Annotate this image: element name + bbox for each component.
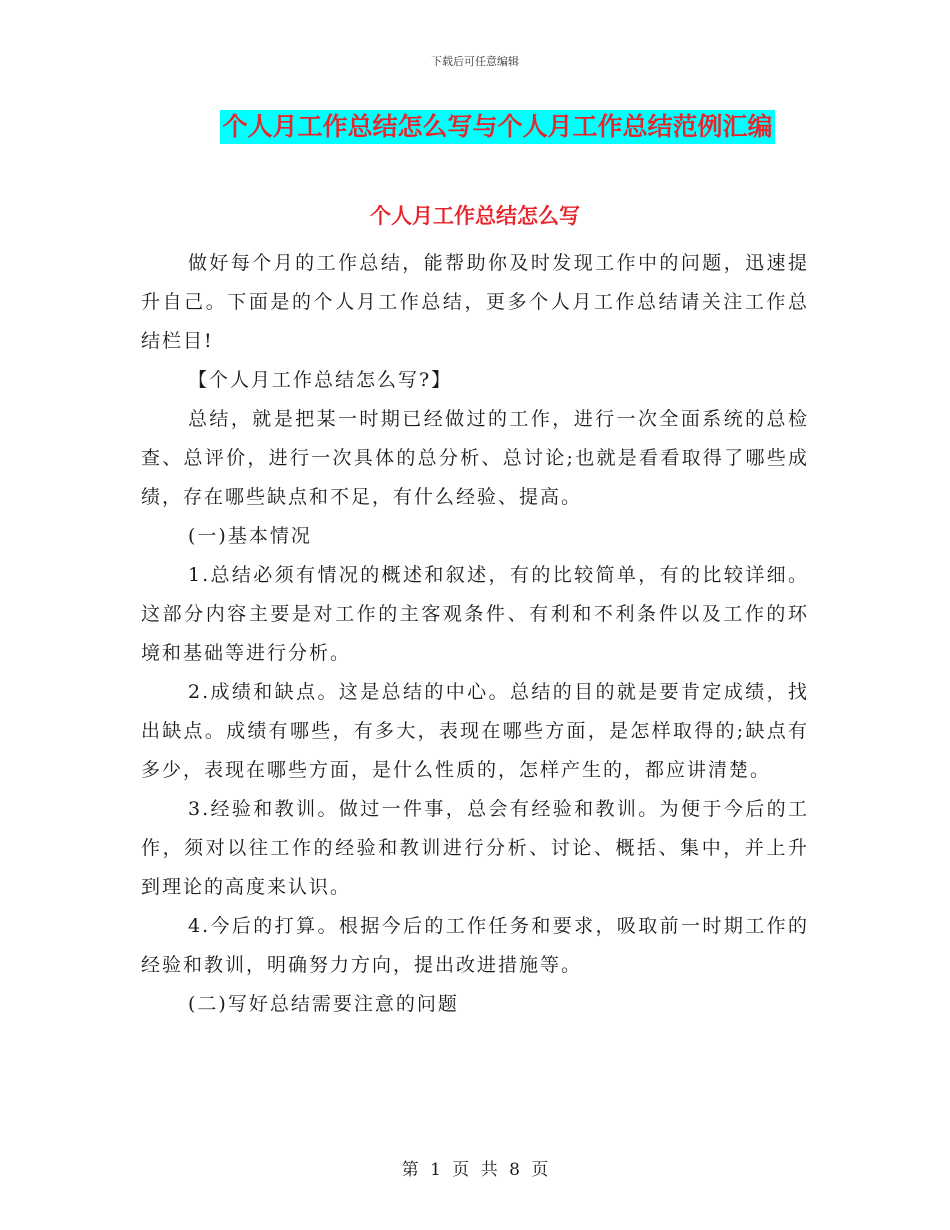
paragraph: (一)基本情况 [188,525,312,547]
page-number-footer: 第 1 页 共 8 页 [401,1160,549,1180]
paragraph: 3.经验和教训。做过一件事，总会有经验和教训。为便于今后的工作，须对以往工作的经验和教训进行分析、讨论、概括、集中，并上升到理论的高度来认识。 [141,798,809,898]
paragraph: 1.总结必须有情况的概述和叙述，有的比较简单，有的比较详细。这部分内容主要是对工作的主客观条件、有利和不利条件以及工作的环境和基础等进行分析。 [141,564,809,664]
page-header-note: 下载后可任意编辑 [431,55,519,68]
paragraph: 总结，就是把某一时期已经做过的工作，进行一次全面系统的总检查、总评价，进行一次具体的总分析、总讨论;也就是看看取得了哪些成绩，存在哪些缺点和不足，有什么经验、提高。 [141,408,809,508]
paragraph: 做好每个月的工作总结，能帮助你及时发现工作中的问题，迅速提升自己。下面是的个人月工作总结，更多个人月工作总结请关注工作总结栏目! [141,252,809,352]
document-body [141,244,809,1024]
paragraph: 4.今后的打算。根据今后的工作任务和要求，吸取前一时期工作的经验和教训，明确努力方向，提出改进措施等。 [141,915,809,976]
main-title-container [0,110,950,144]
paragraph: 2.成绩和缺点。这是总结的中心。总结的目的就是要肯定成绩，找出缺点。成绩有哪些，有多大，表现在哪些方面，是怎样取得的;缺点有多少，表现在哪些方面，是什么性质的，怎样产生的，都应讲清楚。 [141,681,809,781]
paragraph: (二)写好总结需要注意的问题 [188,993,459,1015]
document-title: 个人月工作总结怎么写与个人月工作总结范例汇编 [220,110,774,144]
paragraph: 【个人月工作总结怎么写?】 [188,369,453,391]
section-title: 个人月工作总结怎么写 [370,204,580,228]
